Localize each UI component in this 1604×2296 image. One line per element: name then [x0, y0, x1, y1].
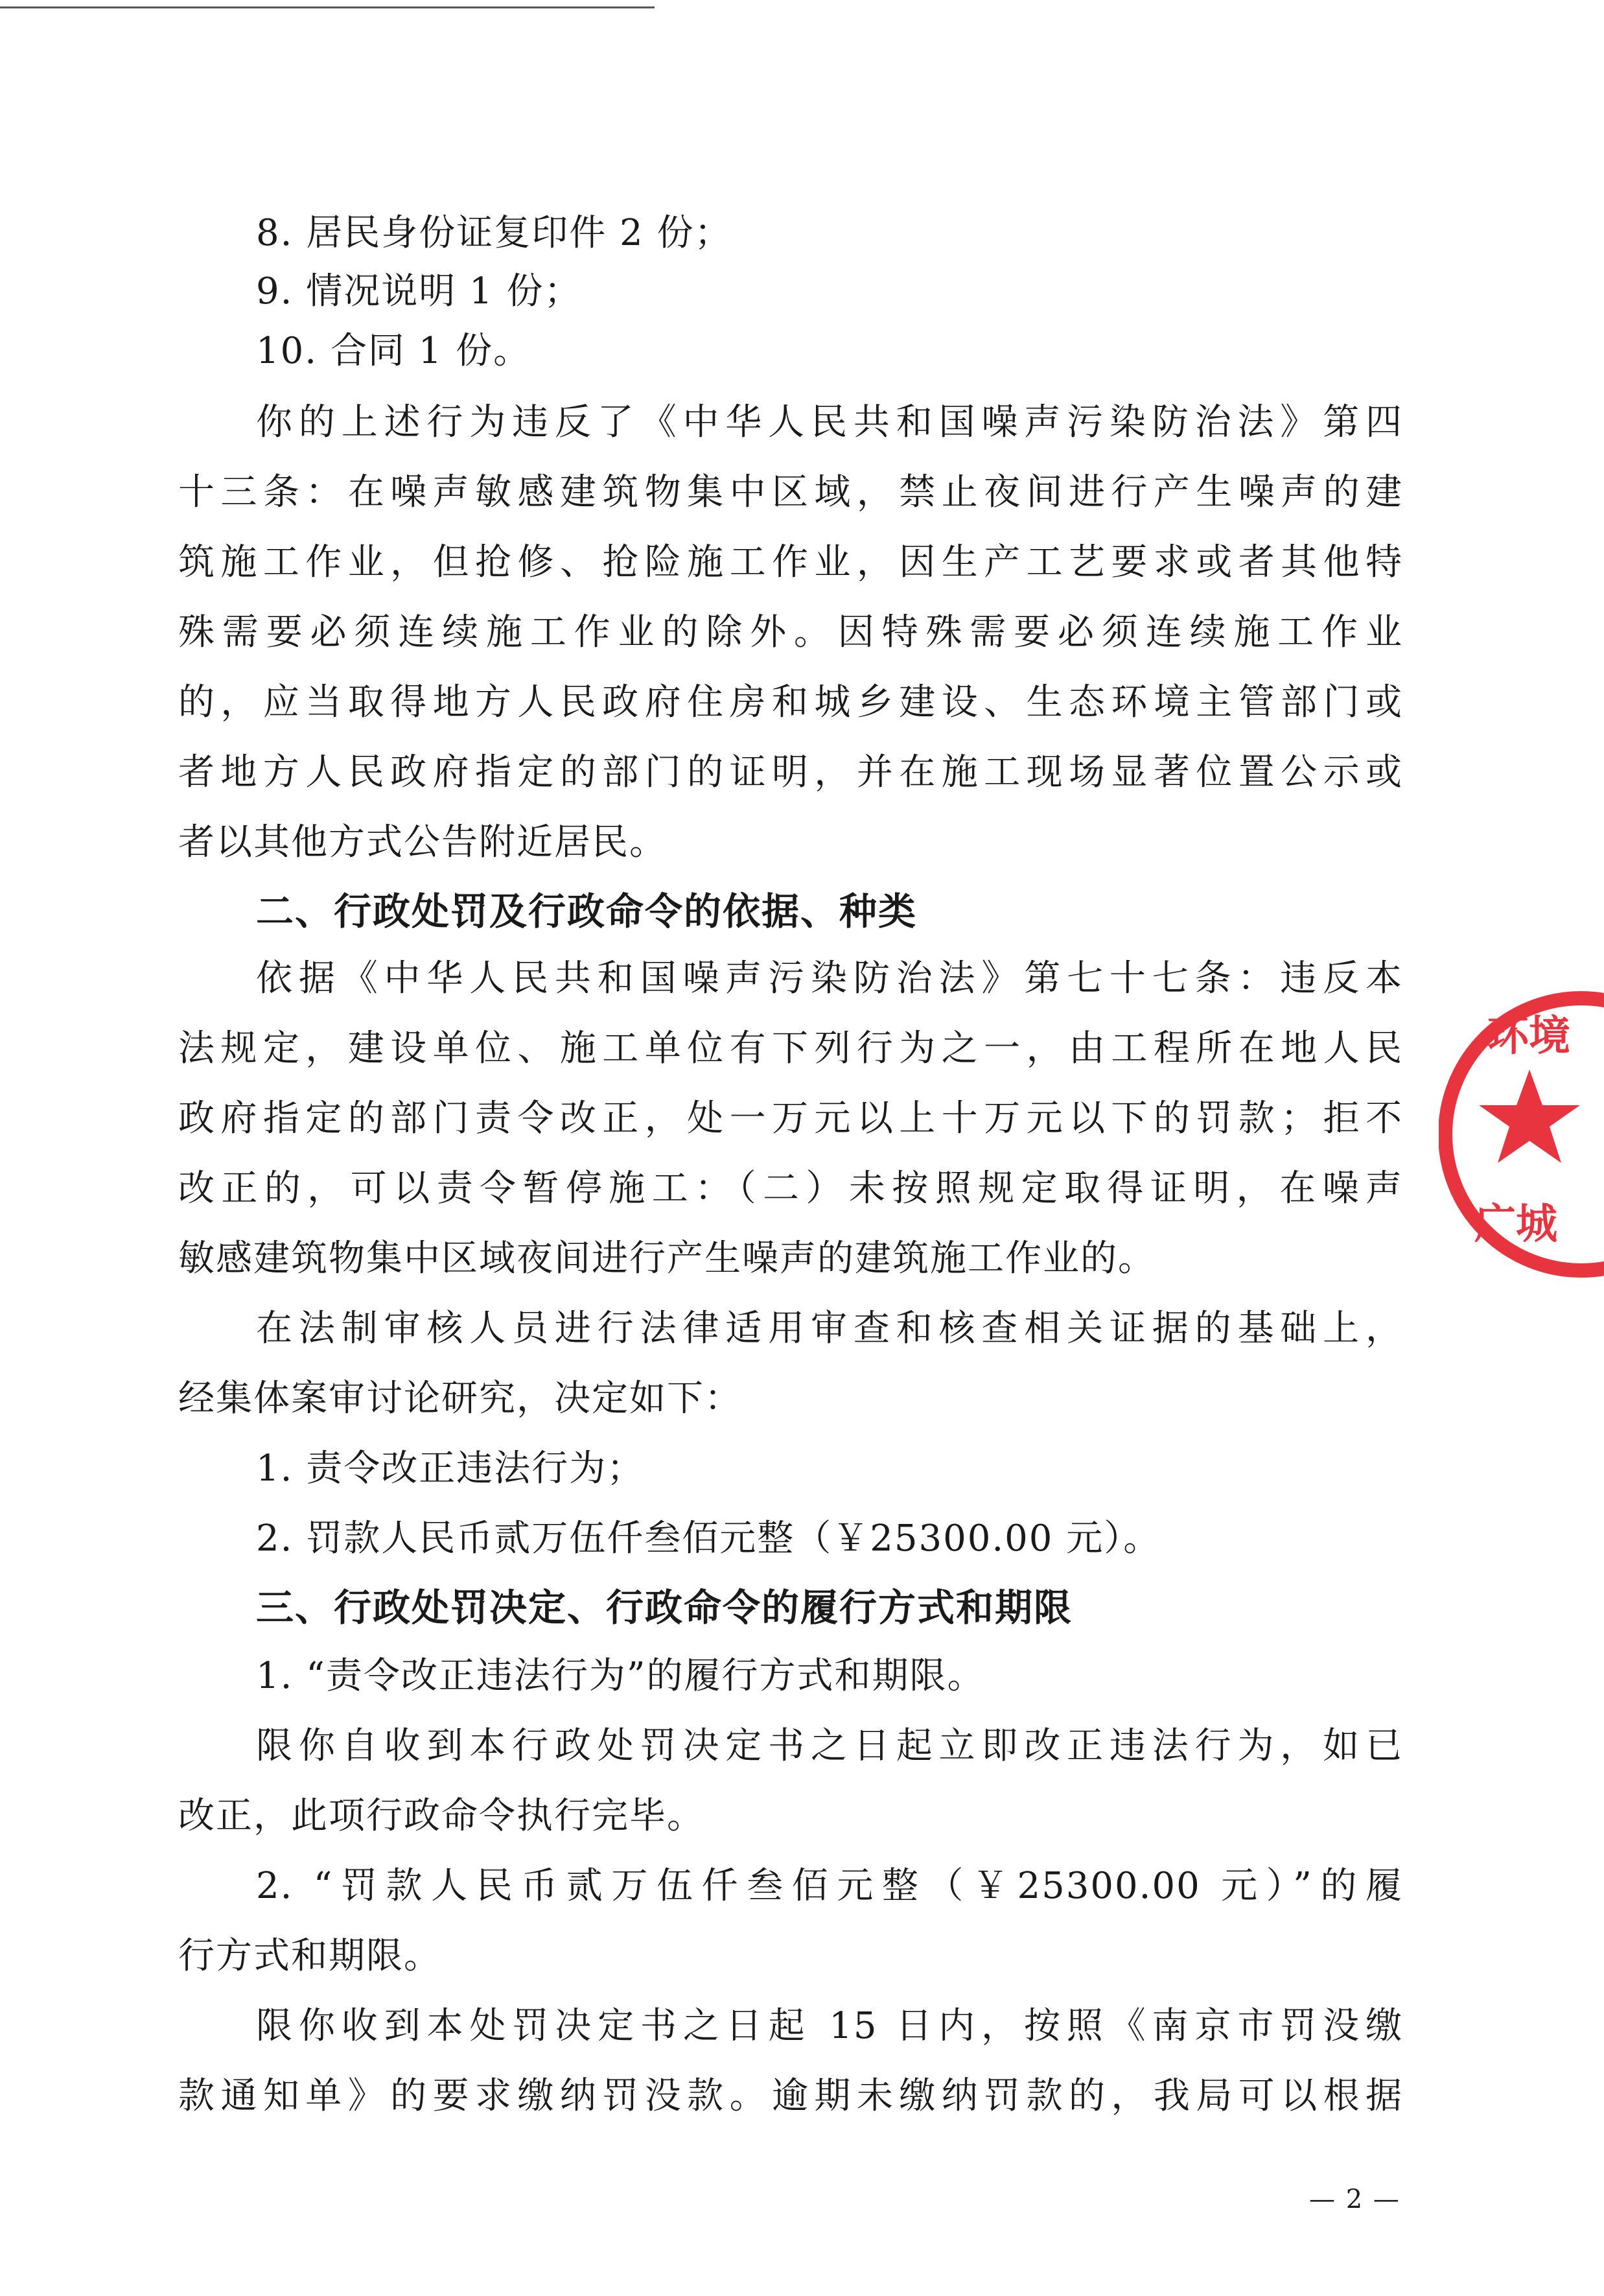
paragraph-line: 法规定，建设单位、施工单位有下列行为之一，由工程所在地人民	[178, 1027, 1403, 1070]
seal-bottom-text: 广城	[1474, 1201, 1557, 1248]
paragraph-line: 者以其他方式公告附近居民。	[178, 821, 667, 863]
scan-edge-line	[0, 6, 655, 8]
official-seal-icon	[1439, 972, 1604, 1296]
paragraph-line: 殊需要必须连续施工作业的除外。因特殊需要必须连续施工作业	[178, 611, 1403, 653]
paragraph-line: 限你自收到本行政处罚决定书之日起立即改正违法行为，如已	[256, 1725, 1403, 1767]
paragraph-line: 行方式和期限。	[178, 1935, 441, 1977]
paragraph-line: 改正，此项行政命令执行完毕。	[178, 1795, 704, 1837]
paragraph-line: 的，应当取得地方人民政府住房和城乡建设、生态环境主管部门或	[178, 681, 1403, 723]
decision-item-2: 2. 罚款人民币贰万伍仟叁佰元整（￥25300.00 元）。	[256, 1517, 1161, 1560]
paragraph-line: 敏感建筑物集中区域夜间进行产生噪声的建筑施工作业的。	[178, 1237, 1156, 1280]
paragraph-line: 政府指定的部门责令改正，处一万元以上十万元以下的罚款；拒不	[178, 1097, 1403, 1140]
paragraph-line: 十三条：在噪声敏感建筑物集中区域，禁止夜间进行产生噪声的建	[178, 471, 1403, 513]
paragraph-line: 经集体案审讨论研究，决定如下：	[178, 1377, 742, 1420]
paragraph-line: 依据《中华人民共和国噪声污染防治法》第七十七条：违反本	[256, 957, 1403, 1000]
paragraph-line: 你的上述行为违反了《中华人民共和国噪声污染防治法》第四	[256, 401, 1403, 443]
section-heading-2: 二、行政处罚及行政命令的依据、种类	[256, 889, 918, 933]
sub-heading-1: 1. “责令改正违法行为”的履行方式和期限。	[256, 1655, 985, 1697]
attachment-item-9: 9. 情况说明 1 份；	[256, 270, 582, 312]
attachment-item-10: 10. 合同 1 份。	[256, 330, 531, 372]
sub-heading-2: 2. “罚款人民币贰万伍仟叁佰元整（￥25300.00 元）”的履	[256, 1865, 1403, 1907]
paragraph-line: 款通知单》的要求缴纳罚没款。逾期未缴纳罚款的，我局可以根据	[178, 2075, 1403, 2117]
page-number: — 2 —	[1309, 2185, 1401, 2214]
paragraph-line: 限你收到本处罚决定书之日起 15 日内，按照《南京市罚没缴	[256, 2005, 1403, 2047]
attachment-item-8: 8. 居民身份证复印件 2 份；	[256, 212, 732, 254]
seal-top-text: 环境	[1487, 1013, 1570, 1060]
seal-star-icon	[1479, 1070, 1580, 1163]
paragraph-line: 筑施工作业，但抢修、抢险施工作业，因生产工艺要求或者其他特	[178, 541, 1403, 583]
section-heading-3: 三、行政处罚决定、行政命令的履行方式和期限	[256, 1586, 1073, 1630]
paragraph-line: 在法制审核人员进行法律适用审查和核查相关证据的基础上，	[256, 1307, 1403, 1350]
paragraph-line: 者地方人民政府指定的部门的证明，并在施工现场显著位置公示或	[178, 751, 1403, 793]
paragraph-line: 改正的，可以责令暂停施工：（二）未按照规定取得证明，在噪声	[178, 1167, 1403, 1210]
decision-item-1: 1. 责令改正违法行为；	[256, 1447, 645, 1490]
